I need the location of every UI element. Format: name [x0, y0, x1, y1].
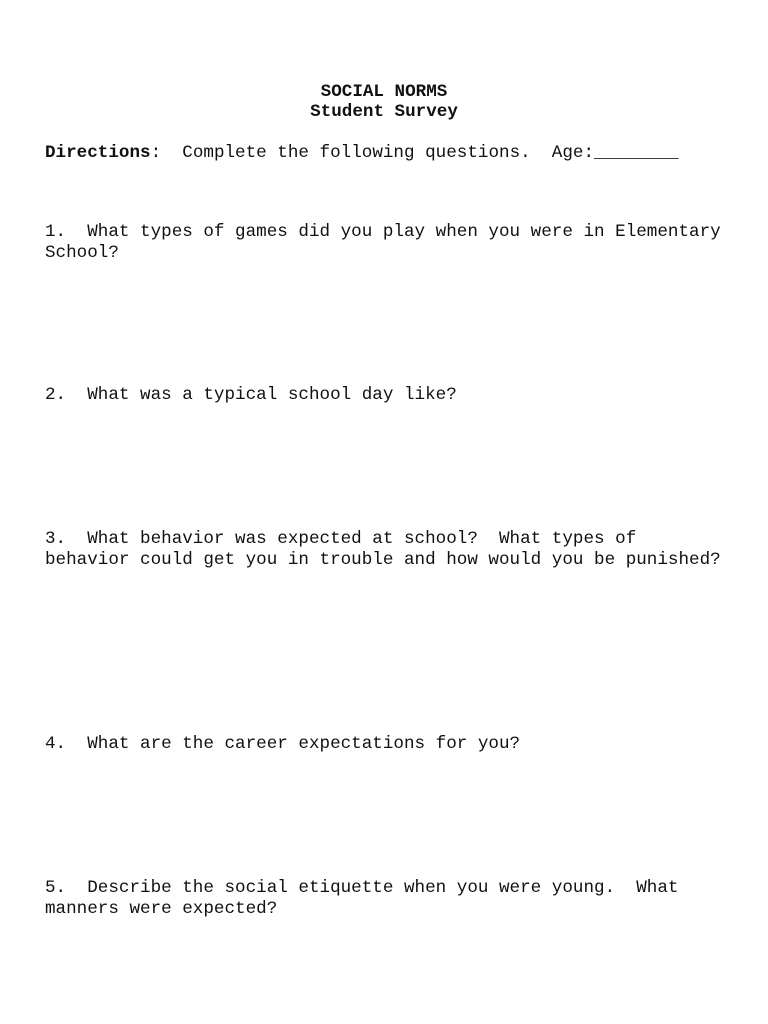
question-4	[45, 734, 735, 755]
directions-line	[45, 143, 679, 163]
directions-label: Directions	[45, 143, 151, 163]
question-5-line-1: 5. Describe the social etiquette when you were young. What	[45, 878, 679, 898]
question-4-line-1: 4. What are the career expectations for you?	[45, 734, 521, 754]
question-5	[45, 878, 735, 920]
question-2	[45, 385, 735, 406]
document-subtitle: Student Survey	[310, 102, 458, 122]
question-1-line-1: 1. What types of games did you play when you were in Elementary	[45, 222, 721, 242]
directions-text: Complete the following questions. Age:________	[161, 143, 679, 163]
question-5-line-2: manners were expected?	[45, 899, 278, 919]
question-1-line-2: School?	[45, 243, 119, 263]
document-header	[0, 82, 768, 122]
question-1	[45, 222, 735, 264]
question-2-line-1: 2. What was a typical school day like?	[45, 385, 457, 405]
question-3-line-1: 3. What behavior was expected at school? What types of	[45, 529, 637, 549]
document-title: SOCIAL NORMS	[320, 82, 448, 102]
directions-colon: :	[150, 143, 162, 163]
question-3-line-2: behavior could get you in trouble and how would you be punished?	[45, 550, 721, 570]
question-3	[45, 529, 735, 571]
